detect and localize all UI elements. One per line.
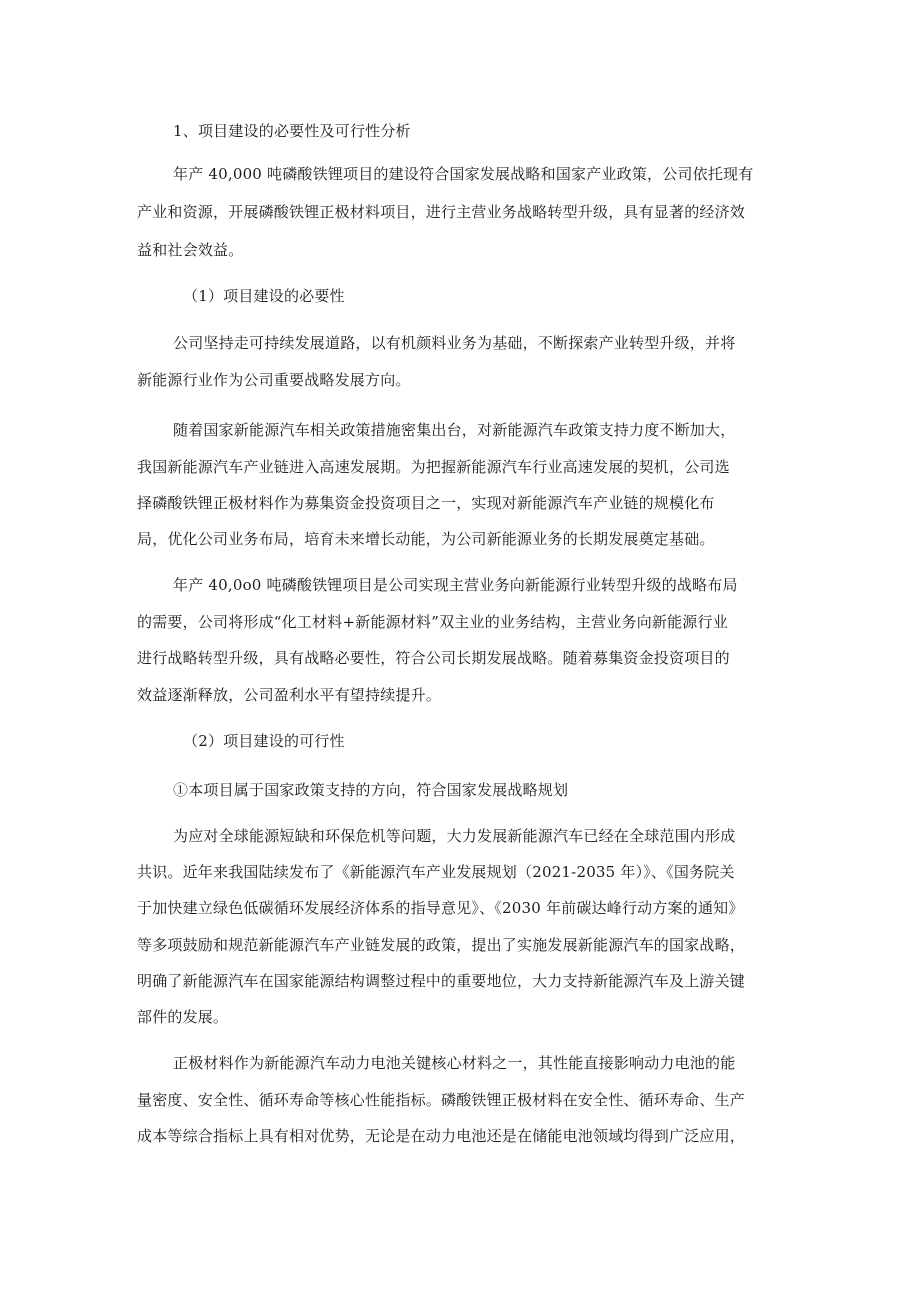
- point-1-heading: ①本项目属于国家政策支持的方向，符合国家发展战略规划: [173, 781, 569, 799]
- paragraph-5-line-4: 等多项鼓励和规范新能源汽车产业链发展的政策，提出了实施发展新能源汽车的国家战略，: [137, 936, 746, 954]
- paragraph-5-line-6: 部件的发展。: [137, 1008, 229, 1026]
- paragraph-5-line-5: 明确了新能源汽车在国家能源结构调整过程中的重要地位，大力支持新能源汽车及上游关键: [137, 972, 746, 990]
- paragraph-4-line-4: 效益逐渐释放，公司盈利水平有望持续提升。: [137, 686, 442, 704]
- paragraph-1-line-2: 产业和资源，开展磷酸铁锂正极材料项目，进行主营业务战略转型升级，具有显著的经济效: [137, 203, 746, 221]
- paragraph-5-line-1: 为应对全球能源短缺和环保危机等问题，大力发展新能源汽车已经在全球范围内形成: [173, 827, 736, 845]
- paragraph-4-line-3: 进行战略转型升级，具有战略必要性，符合公司长期发展战略。随着募集资金投资项目的: [137, 649, 730, 667]
- paragraph-2-line-2: 新能源行业作为公司重要战略发展方向。: [137, 371, 411, 389]
- paragraph-1-line-1: 年产 40,000 吨磷酸铁锂项目的建设符合国家发展战略和国家产业政策，公司依托现有: [173, 165, 754, 183]
- paragraph-3-line-1: 随着国家新能源汽车相关政策措施密集出台，对新能源汽车政策支持力度不断加大，: [173, 421, 736, 439]
- paragraph-6-line-3: 成本等综合指标上具有相对优势，无论是在动力电池还是在储能电池领域均得到广泛应用，: [137, 1127, 746, 1145]
- paragraph-3-line-4: 局，优化公司业务布局，培育未来增长动能，为公司新能源业务的长期发展奠定基础。: [137, 530, 715, 548]
- paragraph-4-line-1: 年产 40,0o0 吨磷酸铁锂项目是公司实现主营业务向新能源行业转型升级的战略布局: [173, 576, 738, 594]
- section-heading: 1、项目建设的必要性及可行性分析: [173, 122, 411, 140]
- paragraph-3-line-3: 择磷酸铁锂正极材料作为募集资金投资项目之一，实现对新能源汽车产业链的规模化布: [137, 494, 715, 512]
- subsection-heading-necessity: （1）项目建设的必要性: [183, 287, 345, 305]
- paragraph-6-line-2: 量密度、安全性、循环寿命等核心性能指标。磷酸铁锂正极材料在安全性、循环寿命、生产: [137, 1091, 746, 1109]
- paragraph-3-line-2: 我国新能源汽车产业链进入高速发展期。为把握新能源汽车行业高速发展的契机，公司选: [137, 458, 730, 476]
- paragraph-6-line-1: 正极材料作为新能源汽车动力电池关键核心材料之一，其性能直接影响动力电池的能: [173, 1054, 736, 1072]
- paragraph-1-line-3: 益和社会效益。: [137, 241, 244, 259]
- paragraph-2-line-1: 公司坚持走可持续发展道路，以有机颜料业务为基础，不断探索产业转型升级，并将: [173, 334, 736, 352]
- paragraph-5-line-2: 共识。近年来我国陆续发布了《新能源汽车产业发展规划（2021-2035 年）》、《国务院关: [137, 863, 735, 881]
- paragraph-5-line-3: 于加快建立绿色低碳循环发展经济体系的指导意见》、《2030 年前碳达峰行动方案的通知》: [137, 899, 744, 917]
- subsection-heading-feasibility: （2）项目建设的可行性: [183, 732, 345, 750]
- paragraph-4-line-2: 的需要，公司将形成“化工材料+新能源材料”双主业的业务结构，主营业务向新能源行业: [137, 613, 728, 631]
